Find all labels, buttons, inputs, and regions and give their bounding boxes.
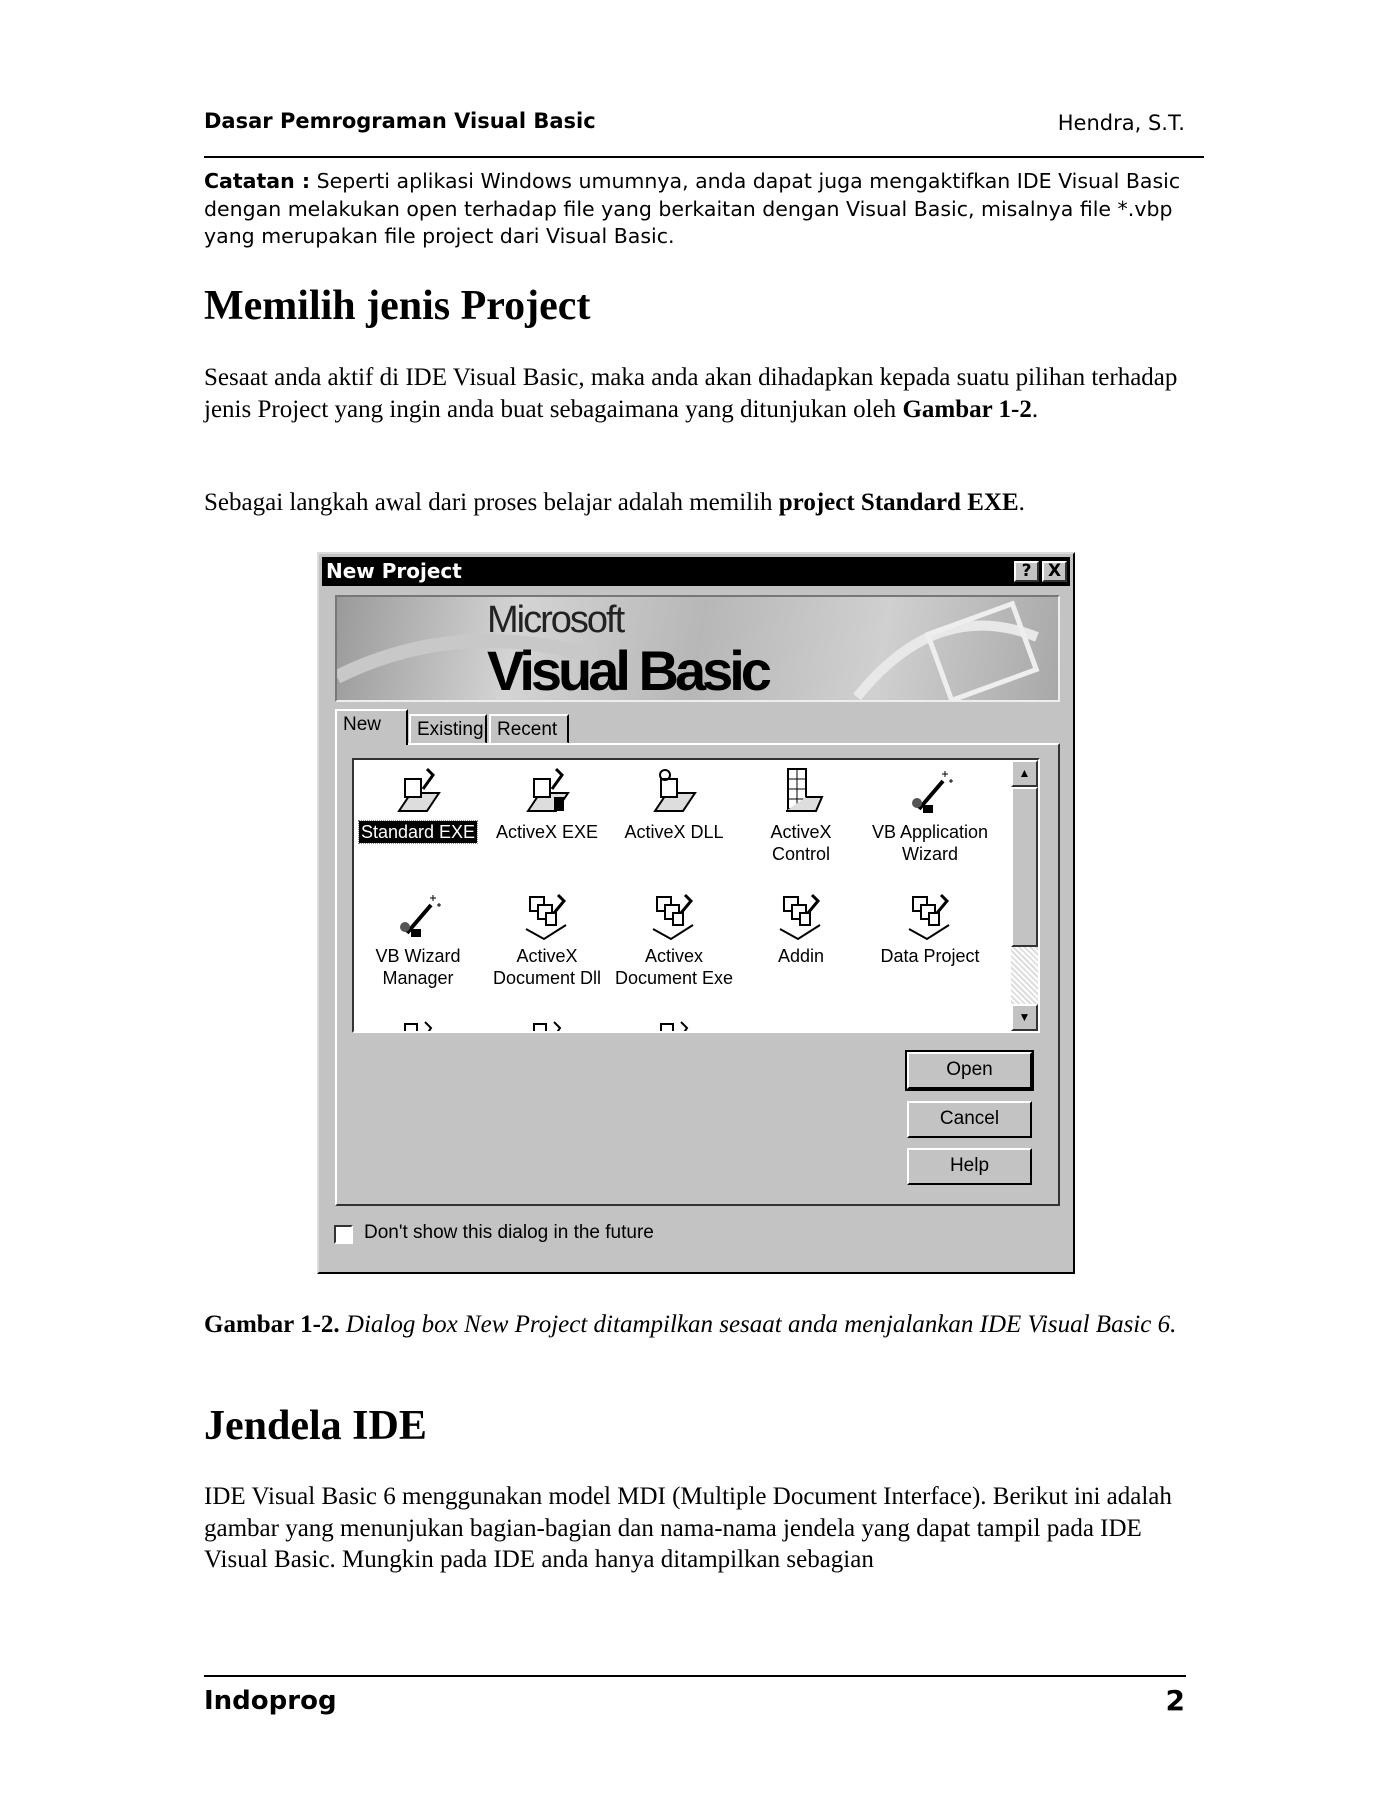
project-type-item[interactable] bbox=[483, 767, 611, 843]
project-type-item[interactable] bbox=[610, 767, 738, 843]
page-number: 2 bbox=[1165, 1684, 1185, 1717]
help-button[interactable]: Help bbox=[907, 1148, 1032, 1185]
dont-show-label[interactable]: Don't show this dialog in the future bbox=[364, 1222, 654, 1243]
project-type-item[interactable] bbox=[354, 767, 482, 843]
new-project-dialog bbox=[317, 552, 1075, 1274]
document-project-icon bbox=[905, 891, 955, 941]
running-header-title: Dasar Pemrograman Visual Basic bbox=[204, 109, 596, 133]
paragraph bbox=[204, 362, 1194, 425]
open-label: Open bbox=[946, 1059, 993, 1080]
partial-item-icon bbox=[610, 1018, 738, 1033]
paragraph-text: . bbox=[1031, 395, 1039, 423]
tab-recent[interactable]: Recent bbox=[489, 714, 569, 744]
project-type-item[interactable] bbox=[866, 891, 994, 967]
project-type-list[interactable] bbox=[352, 758, 1040, 1033]
project-type-item[interactable] bbox=[737, 767, 865, 865]
emphasis: project Standard EXE bbox=[778, 489, 1019, 516]
note-text: Seperti aplikasi Windows umumnya, anda dapat juga mengaktifkan IDE Visual Basic dengan melakukan open terhadap file yang berkaitan dengan Visual Basic, misalnya file *.vbp yang merupakan file project dari Visual Basic. bbox=[204, 169, 1181, 248]
project-type-label: Data Project bbox=[880, 946, 980, 966]
project-type-label: ActiveX EXE bbox=[495, 822, 599, 842]
cancel-button[interactable]: Cancel bbox=[907, 1101, 1032, 1138]
standard-exe-icon bbox=[393, 767, 443, 817]
paragraph-text: . bbox=[1018, 489, 1025, 516]
section-heading: Memilih jenis Project bbox=[204, 283, 591, 329]
activex-control-icon bbox=[776, 767, 826, 817]
caption-text: Dialog box New Project ditampilkan sesaat anda menjalankan IDE Visual Basic 6. bbox=[339, 1311, 1177, 1338]
help-icon[interactable]: ? bbox=[1014, 561, 1039, 582]
scroll-down-icon[interactable]: ▼ bbox=[1011, 1004, 1038, 1031]
document-project-icon bbox=[522, 891, 572, 941]
project-type-label: Addin bbox=[777, 946, 825, 966]
header-rule bbox=[204, 156, 1204, 158]
scrollbar[interactable] bbox=[1011, 760, 1038, 1031]
project-type-label: Activex Document Exe bbox=[614, 946, 734, 988]
project-type-label: VB Application Wizard bbox=[871, 822, 989, 864]
caption-label: Gambar 1-2. bbox=[204, 1311, 340, 1338]
section-heading: Jendela IDE bbox=[204, 1403, 427, 1449]
activex-exe-icon bbox=[522, 767, 572, 817]
logo-visual-basic: Visual Basic bbox=[487, 639, 768, 702]
logo-microsoft: Microsoft bbox=[487, 599, 624, 641]
project-type-label: VB Wizard Manager bbox=[375, 946, 461, 988]
project-type-label: Standard EXE bbox=[360, 822, 476, 842]
footer-publisher: Indoprog bbox=[204, 1686, 337, 1716]
project-type-label: ActiveX Control bbox=[770, 822, 832, 864]
dialog-title-bar bbox=[322, 557, 1070, 586]
dialog-title: New Project bbox=[326, 559, 462, 583]
close-icon[interactable]: X bbox=[1042, 561, 1067, 582]
scroll-up-icon[interactable]: ▲ bbox=[1011, 760, 1038, 787]
project-type-item[interactable] bbox=[737, 891, 865, 967]
figure-reference: Gambar 1-2 bbox=[902, 395, 1032, 423]
project-type-label: ActiveX Document Dll bbox=[492, 946, 602, 988]
scrollbar-thumb[interactable] bbox=[1011, 787, 1038, 947]
partial-item-icon bbox=[483, 1018, 611, 1033]
paragraph-text: Sesaat anda aktif di IDE Visual Basic, maka anda akan dihadapkan kepada suatu pilihan terhadap jenis Project yang ingin anda buat sebagaimana yang ditunjukan oleh bbox=[204, 364, 1178, 423]
project-type-item[interactable] bbox=[610, 891, 738, 989]
paragraph: IDE Visual Basic 6 menggunakan model MDI (Multiple Document Interface). Berikut ini adalah gambar yang menunjukan bagian-bagian dan nama-nama jendela yang dapat tampil pada IDE Visual Basic. Mungkin pada IDE anda hanya ditampilkan sebagian bbox=[204, 1483, 1172, 1573]
running-header-author: Hendra, S.T. bbox=[1057, 111, 1185, 135]
partial-item-icon bbox=[354, 1018, 482, 1033]
project-type-label: ActiveX DLL bbox=[624, 822, 724, 842]
project-type-item[interactable] bbox=[483, 891, 611, 989]
note-paragraph bbox=[204, 168, 1204, 251]
visual-basic-banner bbox=[335, 595, 1060, 702]
document-project-icon bbox=[649, 891, 699, 941]
paragraph bbox=[204, 487, 1194, 519]
open-button[interactable] bbox=[907, 1052, 1032, 1089]
tab-new[interactable]: New bbox=[335, 709, 408, 745]
figure-caption bbox=[204, 1309, 1204, 1341]
project-type-item[interactable] bbox=[354, 891, 482, 989]
note-label: Catatan : bbox=[204, 169, 311, 193]
wizard-icon bbox=[905, 767, 955, 817]
tab-existing[interactable]: Existing bbox=[409, 714, 487, 744]
document-project-icon bbox=[776, 891, 826, 941]
activex-dll-icon bbox=[649, 767, 699, 817]
paragraph-text: Sebagai langkah awal dari proses belajar adalah memilih bbox=[204, 489, 779, 516]
dont-show-checkbox[interactable] bbox=[334, 1225, 353, 1244]
wizard-icon bbox=[393, 891, 443, 941]
project-type-item[interactable] bbox=[866, 767, 994, 865]
footer-rule bbox=[204, 1675, 1186, 1677]
